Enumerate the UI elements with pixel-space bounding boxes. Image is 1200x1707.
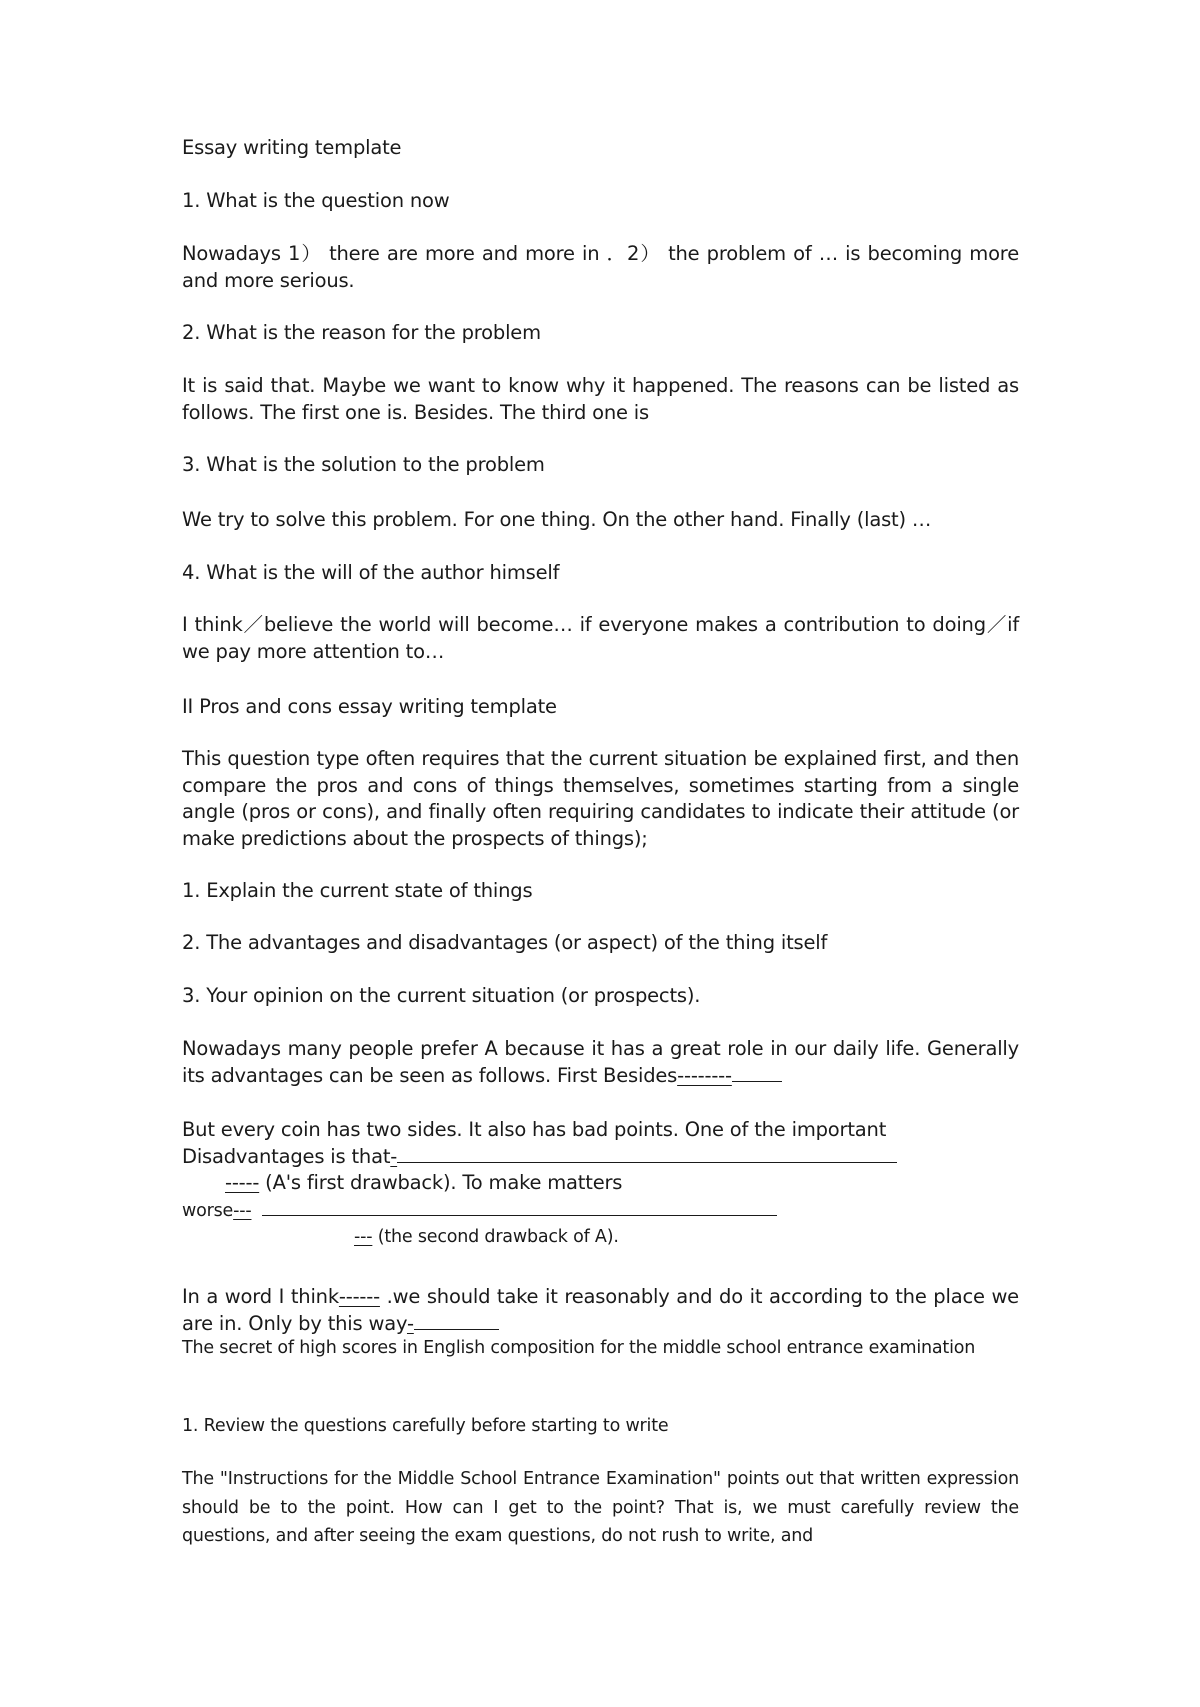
section-2-heading: II Pros and cons essay writing template — [182, 695, 557, 718]
step-2: 2. The advantages and disadvantages (or aspect) of the thing itself — [182, 931, 828, 954]
advantages-blank: -------- — [677, 1063, 732, 1087]
document-title: Essay writing template — [182, 136, 402, 159]
section-2-intro: This question type often requires that the current situation be explained first, and then compare the pros and cons of things themselves, sometimes starting from a single angle (pros or cons), and finally often requiring candidates to indicate their attitude (or make predictions about the prospects of things); — [182, 747, 1019, 850]
advantages-text: Nowadays many people prefer A because it has a great role in our daily life. Generally its advantages can be seen as follows. First Besides — [182, 1037, 1019, 1087]
conclusion-blank-1: ------ — [338, 1285, 380, 1308]
question-1-heading: 1. What is the question now — [182, 189, 450, 212]
review-heading: 1. Review the questions carefully before starting to write — [182, 1416, 669, 1436]
step-1: 1. Explain the current state of things — [182, 879, 533, 902]
advantages-paragraph — [182, 1036, 1019, 1089]
question-2-heading: 2. What is the reason for the problem — [182, 321, 541, 344]
question-3-body: We try to solve this problem. For one thing. On the other hand. Finally (last) … — [182, 508, 932, 531]
coin-line-3-text: (A's first drawback). To make matters — [259, 1171, 623, 1194]
step-3: 3. Your opinion on the current situation (or prospects). — [182, 984, 701, 1007]
conclusion-blank-2: - — [406, 1311, 414, 1335]
advantages-underline — [732, 1063, 782, 1082]
coin-line-5-blank: --- — [354, 1227, 373, 1247]
coin-line-2 — [182, 1144, 1019, 1171]
question-3-heading: 3. What is the solution to the problem — [182, 453, 545, 476]
coin-line-3-blank: ----- — [225, 1171, 260, 1194]
coin-line-4 — [182, 1197, 1019, 1225]
conclusion-underline — [414, 1311, 499, 1330]
question-2-body: It is said that. Maybe we want to know why it happened. The reasons can be listed as follows. The first one is. Besides. The third one is — [182, 374, 1019, 424]
question-4-heading: 4. What is the will of the author himself — [182, 561, 560, 584]
conclusion-text-1: In a word I think — [182, 1285, 339, 1308]
secret-heading: The secret of high scores in English composition for the middle school entrance examination — [182, 1338, 976, 1358]
coin-line-1: But every coin has two sides. It also has bad points. One of the important — [182, 1118, 887, 1141]
coin-line-3 — [182, 1170, 1019, 1197]
coin-line-2-blank: - — [390, 1144, 398, 1168]
coin-line-4-blank: --- — [233, 1200, 252, 1221]
coin-line-4-text: worse — [182, 1200, 234, 1221]
conclusion-text-2: .we should take it reasonably and do it according to the place we are in. Only by this way — [182, 1285, 1019, 1335]
question-4-body: I think／believe the world will become… if everyone makes a contribution to doing／if we pay more attention to… — [182, 613, 1019, 663]
disadvantages-paragraph — [182, 1117, 1019, 1251]
conclusion-paragraph — [182, 1284, 1019, 1337]
question-1-body: Nowadays 1） there are more and more in ．2） the problem of … is becoming more and more serious. — [182, 242, 1019, 292]
coin-line-4-underline — [262, 1197, 777, 1216]
coin-line-5-text: (the second drawback of A). — [372, 1227, 619, 1247]
review-body: The "Instructions for the Middle School Entrance Examination" points out that written expression should be to the point. How can I get to the point? That is, we must carefully review the questions, and after seeing the exam questions, do not rush to write, and — [182, 1469, 1019, 1546]
coin-line-2-text: Disadvantages is that — [182, 1144, 391, 1168]
coin-line-5 — [182, 1224, 1019, 1251]
coin-line-2-underline — [397, 1144, 897, 1163]
